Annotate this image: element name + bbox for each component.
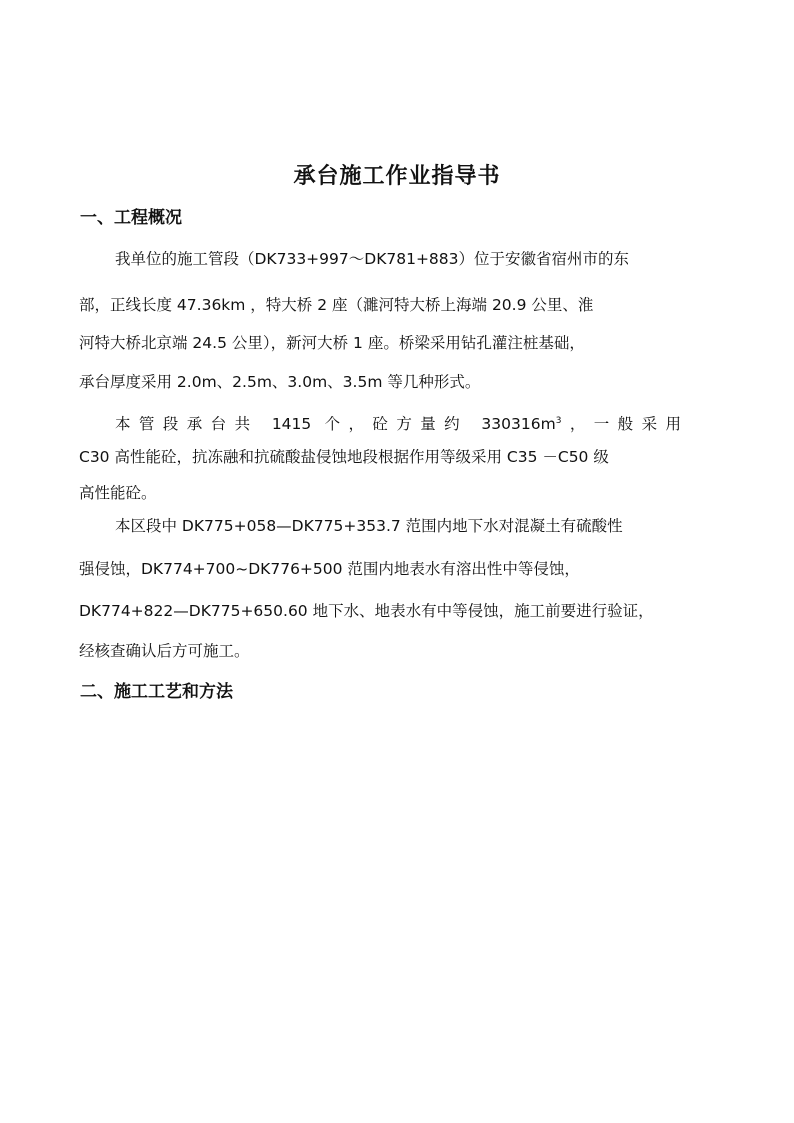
paragraph-text: ，一般采用 — [561, 415, 681, 433]
paragraph-line: 经核查确认后方可施工。 — [79, 642, 250, 660]
paragraph-line: 高性能砼。 — [79, 484, 157, 502]
paragraph-line — [115, 413, 681, 435]
paragraph-line: DK774+822—DK775+650.60 地下水、地表水有中等侵蚀，施工前要进行验证， — [79, 602, 654, 620]
paragraph-line: 我单位的施工管段（DK733+997～DK781+883）位于安徽省宿州市的东 — [115, 250, 630, 268]
section-heading-methods: 二、施工工艺和方法 — [80, 682, 233, 702]
paragraph-line: 强侵蚀，DK774+700~DK776+500 范围内地表水有溶出性中等侵蚀， — [79, 560, 580, 578]
paragraph-text: 本管段承台共 1415 个，砼方量约 330316m — [115, 415, 556, 433]
paragraph-line: C30 高性能砼，抗冻融和抗硫酸盐侵蚀地段根据作用等级采用 C35 －C50 级 — [79, 448, 609, 466]
section-heading-overview: 一、工程概况 — [80, 208, 182, 228]
superscript-cubed: 3 — [555, 415, 562, 426]
document-title: 承台施工作业指导书 — [293, 163, 501, 189]
paragraph-line: 承台厚度采用 2.0m、2.5m、3.0m、3.5m 等几种形式。 — [79, 373, 481, 391]
paragraph-line: 河特大桥北京端 24.5 公里），新河大桥 1 座。桥梁采用钻孔灌注桩基础， — [79, 334, 585, 352]
paragraph-line: 部，正线长度 47.36km ，特大桥 2 座（濉河特大桥上海端 20.9 公里、淮 — [79, 296, 594, 314]
paragraph-line: 本区段中 DK775+058—DK775+353.7 范围内地下水对混凝土有硫酸性 — [115, 517, 623, 535]
